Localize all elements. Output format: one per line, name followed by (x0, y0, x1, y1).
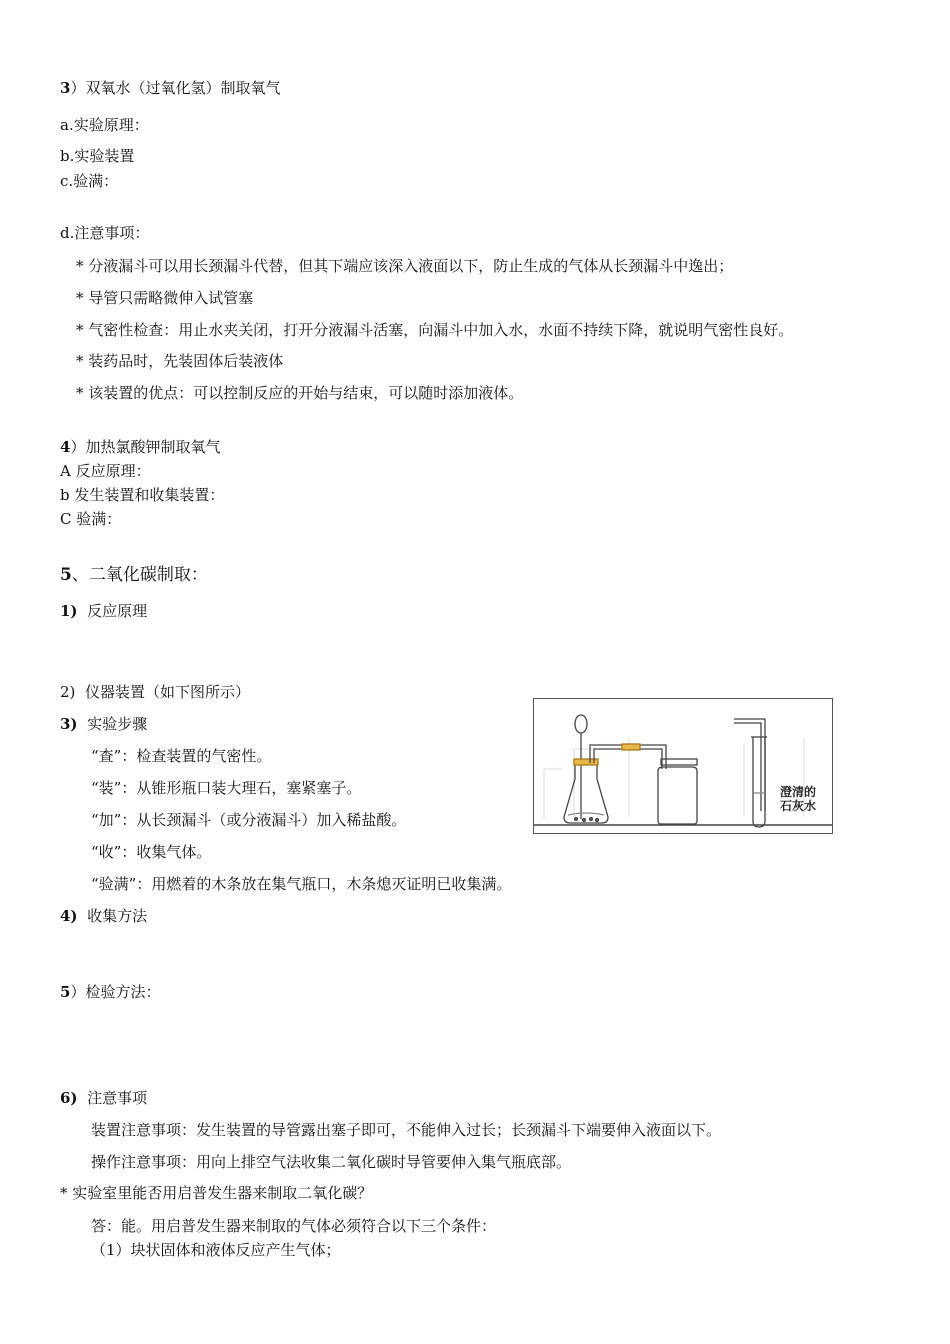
section-4-full-check: C 验满： (60, 510, 122, 528)
section-4-title: ）加热氯酸钾制取氧气 (70, 438, 221, 456)
co2-item-2-text: 仪器装置（如下图所示） (84, 683, 250, 701)
co2-item-1-number: 1) (60, 602, 78, 620)
section-4-number: 4 (60, 438, 71, 456)
co2-item-5-text: ）检验方法： (70, 983, 161, 1001)
section-3-full-check: c.验满： (60, 172, 119, 190)
section-4-heading (60, 437, 220, 457)
co2-step: “收”：收集气体。 (91, 843, 212, 861)
section-3-note: * 该装置的优点：可以控制反应的开始与结束，可以随时添加液体。 (76, 384, 524, 402)
section-5-title: 、二氧化碳制取： (71, 565, 208, 585)
test-tube (734, 719, 767, 827)
co2-item-4 (60, 906, 147, 926)
co2-item-4-number: 4) (60, 907, 78, 925)
section-4-apparatus: b 发生装置和收集装置： (60, 486, 225, 504)
co2-item-6-text: 注意事项 (87, 1089, 148, 1107)
section-3-note: * 导管只需略微伸入试管塞 (76, 289, 254, 307)
section-3-note: * 气密性检查：用止水夹关闭，打开分液漏斗活塞，向漏斗中加入水，水面不持续下降，就说明气密性良好。 (76, 321, 794, 339)
limewater-label-line-2: 石灰水 (780, 799, 817, 813)
section-3-apparatus: b.实验装置 (60, 147, 135, 165)
section-3-note: * 装药品时，先装固体后装液体 (76, 352, 284, 370)
section-5-number: 5 (60, 565, 72, 585)
delivery-tube (590, 744, 666, 769)
co2-note-operation: 操作注意事项：用向上排空气法收集二氧化碳时导管要伸入集气瓶底部。 (91, 1153, 572, 1171)
co2-item-3-text: 实验步骤 (87, 715, 148, 733)
kipp-question: * 实验室里能否用启普发生器来制取二氧化碳？ (60, 1184, 373, 1202)
co2-item-6 (60, 1088, 147, 1108)
co2-item-1 (60, 601, 147, 621)
section-3-note: * 分液漏斗可以用长颈漏斗代替，但其下端应该深入液面以下，防止生成的气体从长颈漏斗中逸出； (76, 257, 734, 275)
co2-item-6-number: 6) (60, 1089, 78, 1107)
co2-item-5-number: 5 (60, 983, 71, 1001)
section-3-number: 3 (60, 79, 71, 97)
co2-step: “加”：从长颈漏斗（或分液漏斗）加入稀盐酸。 (91, 811, 407, 829)
kipp-answer: 答：能。用启普发生器来制取的气体必须符合以下三个条件： (91, 1217, 497, 1235)
section-5-heading (60, 565, 208, 585)
section-3-principle: a.实验原理： (60, 116, 149, 134)
section-3-heading (60, 78, 280, 98)
co2-item-2 (60, 682, 250, 702)
kipp-condition-1: （1）块状固体和液体反应产生气体； (91, 1241, 341, 1259)
co2-item-2-number: 2) (60, 683, 76, 701)
co2-step: “验满”：用燃着的木条放在集气瓶口，木条熄灭证明已收集满。 (91, 875, 512, 893)
co2-step: “装”：从锥形瓶口装大理石，塞紧塞子。 (91, 779, 362, 797)
section-4-principle: A 反应原理： (60, 462, 151, 480)
limewater-label-line-1: 澄清的 (780, 785, 817, 799)
section-3-title: ）双氧水（过氧化氢）制取氧气 (70, 79, 281, 97)
section-3-notes-heading: d.注意事项： (60, 224, 150, 242)
conical-flask (564, 715, 608, 823)
co2-note-setup: 装置注意事项：发生装置的导管露出塞子即可，不能伸入过长；长颈漏斗下端要伸入液面以下。 (91, 1121, 722, 1139)
co2-item-1-text: 反应原理 (87, 602, 148, 620)
co2-item-4-text: 收集方法 (87, 907, 148, 925)
co2-item-3 (60, 714, 147, 734)
co2-step: “查”：检查装置的气密性。 (91, 747, 272, 765)
gas-jar (658, 759, 697, 824)
co2-item-5 (60, 982, 160, 1002)
co2-apparatus-figure (533, 698, 833, 834)
co2-item-3-number: 3) (60, 715, 78, 733)
apparatus-drawing (534, 699, 832, 833)
